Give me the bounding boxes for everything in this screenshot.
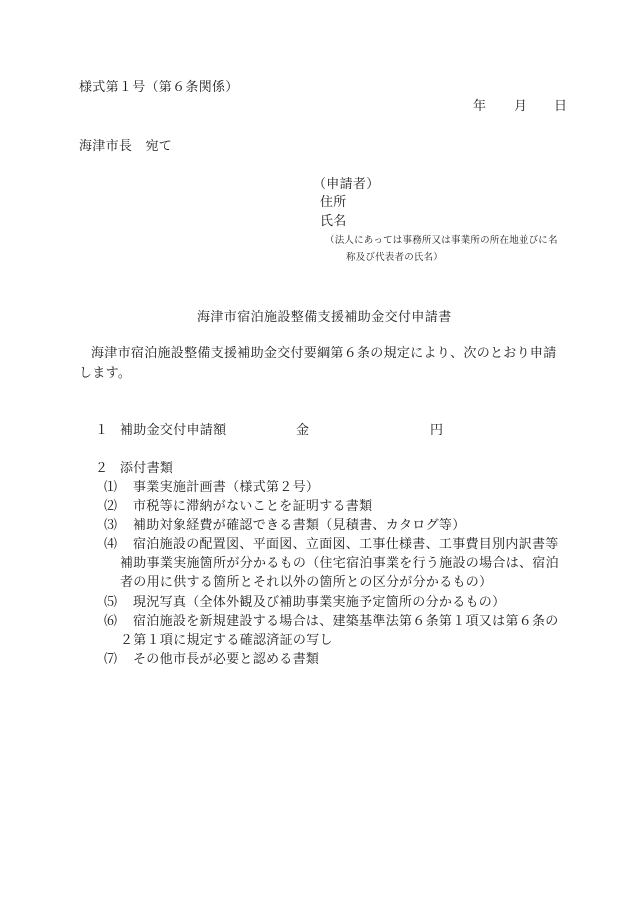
body-line-2: します。 bbox=[79, 366, 132, 381]
attachment-text-continued: 補助事業実施箇所が分かるもの（住宅宿泊事業を行う施設の場合は、宿泊 bbox=[120, 556, 559, 571]
date-month-label: 月 bbox=[514, 99, 528, 114]
attachment-number: ⑴ bbox=[104, 480, 118, 495]
section-2-number: ２ bbox=[95, 461, 109, 476]
attachment-number: ⑷ bbox=[104, 537, 118, 552]
attachment-text-continued: ２第１項に規定する確認済証の写し bbox=[120, 633, 333, 648]
applicant-address-label: 住所 bbox=[320, 195, 347, 210]
body-line-1: 海津市宿泊施設整備支援補助金交付要綱第６条の規定により、次のとおり申請 bbox=[91, 346, 557, 361]
applicant-label: （申請者） bbox=[313, 177, 380, 192]
addressee: 海津市長 宛て bbox=[79, 139, 173, 154]
attachment-number: ⑵ bbox=[104, 499, 118, 514]
amount-yen-label: 円 bbox=[430, 423, 444, 438]
attachment-number: ⑹ bbox=[104, 614, 118, 629]
attachment-text: 現況写真（全体外観及び補助事業実施予定箇所の分かるもの） bbox=[133, 595, 506, 610]
form-number-header: 様式第１号（第６条関係） bbox=[79, 80, 239, 95]
attachment-text: 事業実施計画書（様式第２号） bbox=[133, 480, 320, 495]
corporate-note-line-1: （法人にあっては事務所又は事業所の所在地並びに名 bbox=[325, 235, 558, 246]
date-year-label: 年 bbox=[473, 99, 487, 114]
section-2-label: 添付書類 bbox=[120, 461, 174, 476]
section-1-label: 補助金交付申請額 bbox=[120, 423, 227, 438]
attachment-text: その他市長が必要と認める書類 bbox=[133, 652, 320, 667]
attachment-number: ⑸ bbox=[104, 595, 118, 610]
attachment-text: 補助対象経費が確認できる書類（見積書、カタログ等） bbox=[133, 518, 466, 533]
attachment-text: 宿泊施設の配置図、平面図、立面図、工事仕様書、工事費目別内訳書等 bbox=[133, 537, 559, 552]
section-1-number: １ bbox=[95, 423, 109, 438]
document-title: 海津市宿泊施設整備支援補助金交付申請書 bbox=[197, 310, 452, 325]
attachment-text-continued: 者の用に供する箇所とそれ以外の箇所との区分が分かるもの） bbox=[120, 575, 493, 590]
applicant-name-label: 氏名 bbox=[320, 214, 347, 229]
attachment-text: 市税等に滞納がないことを証明する書類 bbox=[133, 499, 373, 514]
attachment-number: ⑺ bbox=[104, 652, 118, 667]
attachment-number: ⑶ bbox=[104, 518, 118, 533]
corporate-note-line-2: 称及び代表者の氏名） bbox=[346, 252, 444, 263]
attachment-text: 宿泊施設を新規建設する場合は、建築基準法第６条第１項又は第６条の bbox=[133, 614, 559, 629]
amount-kin-label: 金 bbox=[296, 423, 310, 438]
date-day-label: 日 bbox=[554, 99, 568, 114]
